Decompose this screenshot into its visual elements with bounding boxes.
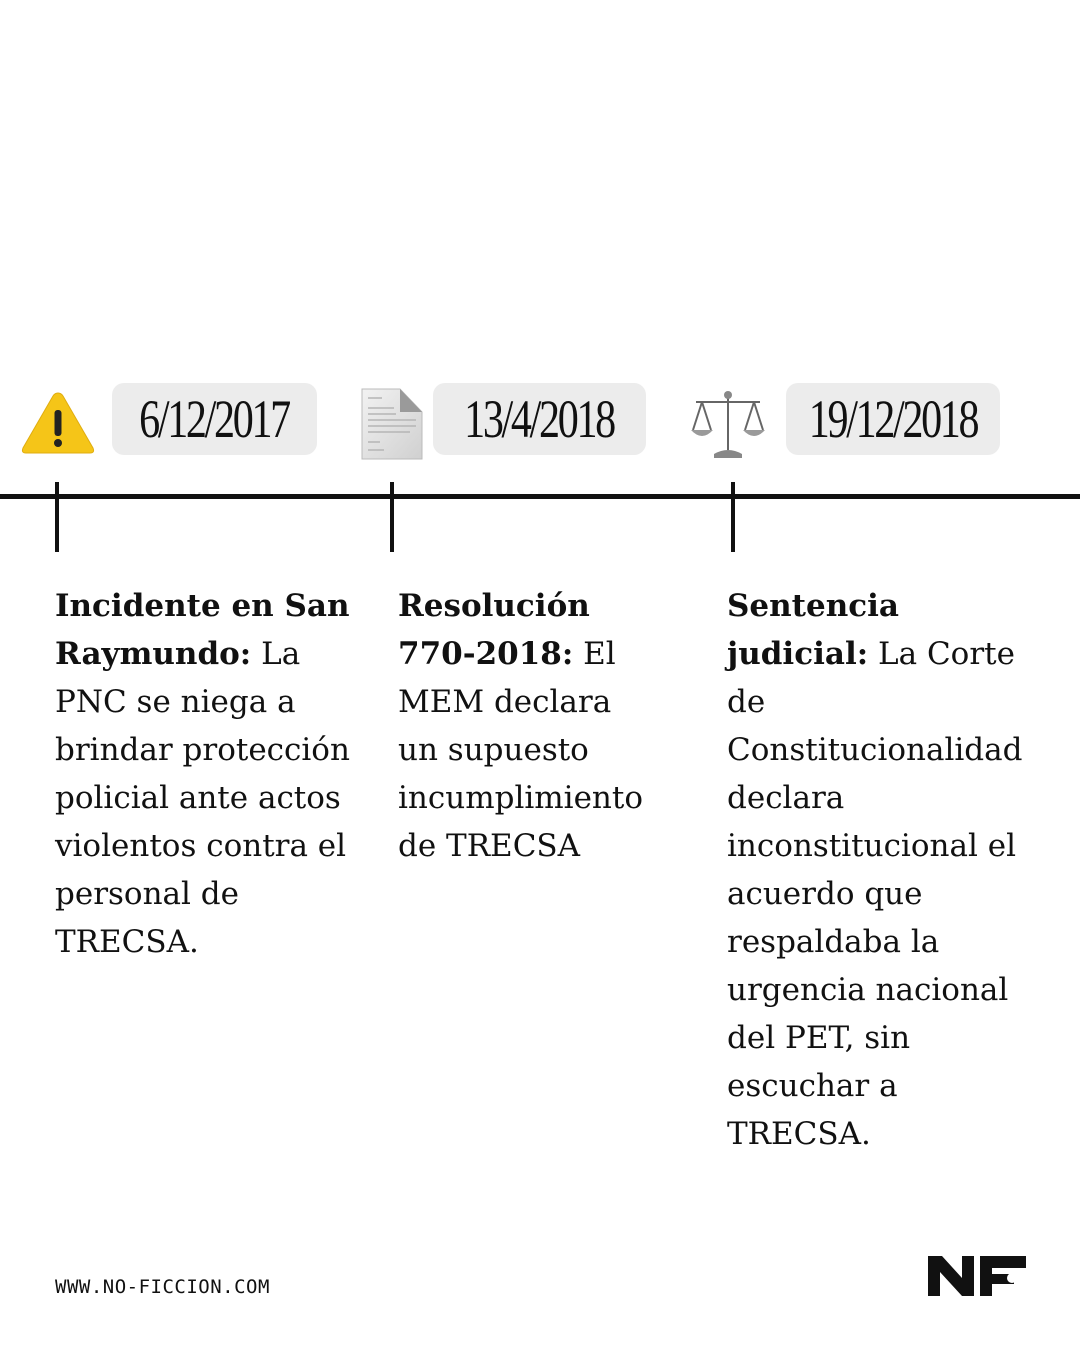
timeline-line: [0, 494, 1080, 499]
timeline-tick: [55, 482, 59, 552]
website-url: WWW.NO-FICCION.COM: [55, 1276, 270, 1298]
document-icon: [360, 388, 424, 460]
event-date-3: 19/12/2018: [786, 383, 1000, 455]
event-body: La PNC se niega a brindar protección policial ante actos violentos contra el personal de TRECSA.: [55, 636, 350, 960]
nf-logo: [928, 1256, 1026, 1296]
event-title: Incidente en San Raymundo:: [55, 588, 350, 672]
timeline-tick: [731, 482, 735, 552]
warning-icon: [20, 390, 96, 456]
scales-icon: [690, 388, 766, 460]
event-title: Resolución 770-2018:: [398, 588, 590, 672]
timeline-tick: [390, 482, 394, 552]
event-description-1: [55, 582, 355, 966]
event-description-3: [727, 582, 1037, 1158]
event-body: La Corte de Constitucionalidad declara inconstitucional el acuerdo que respaldaba la urgencia nacional del PET, sin escuchar a TRECSA.: [727, 636, 1023, 1152]
event-date-1: 6/12/2017: [112, 383, 317, 455]
event-body: El MEM declara un supuesto incumplimiento de TRECSA: [398, 636, 644, 864]
event-title: Sentencia judicial:: [727, 588, 899, 672]
event-date-2: 13/4/2018: [433, 383, 646, 455]
event-description-2: [398, 582, 660, 870]
